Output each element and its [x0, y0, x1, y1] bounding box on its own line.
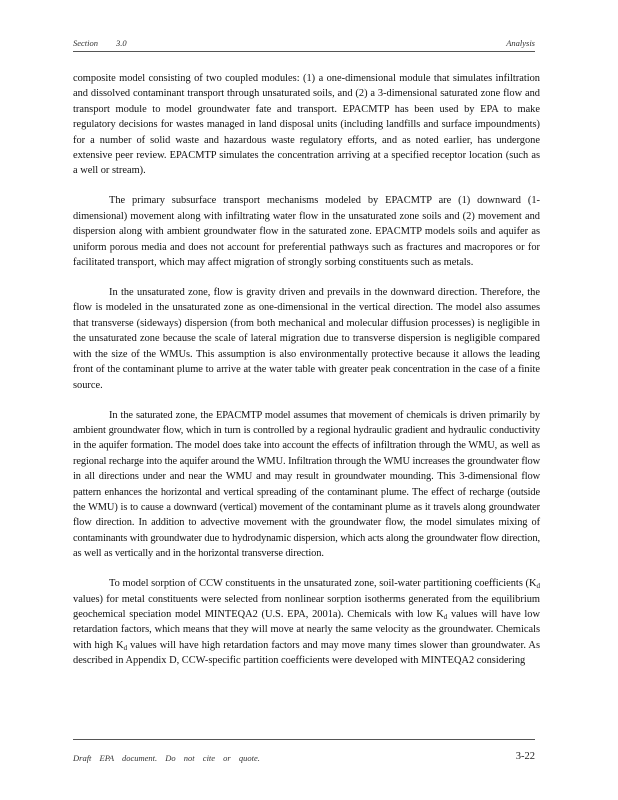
page-number: 3-22 [515, 751, 535, 762]
paragraph-5-seg2: values) for metal constituents were selected from nonlinear sorption isotherms generated from the equilibrium geochemical speciation model MINTEQA2 (U.S. EPA, 2001a). Chemicals with low K [73, 593, 540, 620]
paragraph-5 [73, 576, 540, 668]
paragraph-5-seg3: values will have low retardation factors, which means that they will move at nearly the same velocity as the groundwater. Chemicals with high K [73, 608, 540, 651]
paragraph-1: composite model consisting of two coupled modules: (1) a one-dimensional module that simulates infiltration and dissolved contaminant transport through unsaturated soils, and (2) a 3-dimensional saturated zone flow and transport module to model groundwater fate and transport. EPACMTP has been used by EPA to make regulatory decisions for wastes managed in land disposal units (including landfills and surface impoundments) for a number of solid waste and hazardous waste regulatory efforts, and as noted earlier, has undergone extensive peer review. EPACMTP simulates the concentration arriving at a specified receptor location (such as a well or stream). [73, 73, 540, 177]
page-body [73, 71, 540, 683]
header-section-label: Section [73, 38, 99, 48]
footer-disclaimer: Draft EPA document. Do not cite or quote. [73, 753, 260, 763]
footer-divider [73, 739, 535, 740]
kd-subscript-3: d [123, 643, 128, 652]
kd-subscript-2: d [443, 612, 448, 621]
kd-subscript-1: d [536, 582, 540, 591]
paragraph-4: In the saturated zone, the EPACMTP model assumes that movement of chemicals is driven primarily by ambient groundwater flow, which in turn is controlled by a regional hydraulic gradient and hydraulic conductivity in the aquifer formation. The model does take into account the effects of infiltration through the WMU, as well as regional recharge into the aquifer around the WMU. Infiltration through the WMU increases the groundwater flow in all directions under and near the WMU and may result in groundwater mounding. This 3-dimensional flow pattern enhances the horizontal and vertical spreading of the contaminant plume. The effect of recharge (outside the WMU) is to cause a downward (vertical) movement of the contaminant plume as it travels along groundwater flow direction. In addition to advective movement with the groundwater flow, the model simulates mixing of contaminants with groundwater due to hydrodynamic dispersion, which acts along the groundwater flow direction, as well as vertically and in the horizontal transverse direction. [73, 409, 540, 560]
page-footer [73, 751, 535, 767]
paragraph-5-seg1: To model sorption of CCW constituents in the unsaturated zone, soil-water partitioning coefficients (K [109, 578, 537, 590]
page-header [73, 38, 535, 52]
paragraph-2: The primary subsurface transport mechanisms modeled by EPACMTP are (1) downward (1-dimensional) movement along with infiltrating water flow in the unsaturated zone soils and (2) movement and dispersion along with ambient groundwater flow in the saturated zone. EPACMTP models soils and aquifer as uniform porous media and does not account for preferential pathways such as fractures and macropores or for facilitated transport, which may affect migration of strongly sorbing constituents such as metals. [73, 195, 540, 269]
header-section-number: 3.0 [116, 38, 127, 48]
paragraph-5-seg4: values will have high retardation factors and may move many times slower than groundwater. As described in Appendix D, CCW-specific partition coefficients were developed with MINTEQA2 considering [73, 639, 540, 667]
paragraph-3: In the unsaturated zone, flow is gravity driven and prevails in the downward direction. Therefore, the flow is modeled in the unsaturated zone as one-dimensional in the vertical direction. The model also assumes that transverse (sideways) dispersion (from both mechanical and molecular diffusion processes) is negligible in the unsaturated zone because the scale of lateral migration due to transverse dispersion is negligible compared with the size of the WMUs. This assumption is also environmentally protective because it allows the leading front of the contaminant plume to arrive at the water table with greater peak concentration in the case of a finite source. [73, 287, 540, 391]
header-topic: Analysis [506, 38, 535, 48]
header-divider [73, 51, 535, 52]
header-section [73, 38, 127, 48]
